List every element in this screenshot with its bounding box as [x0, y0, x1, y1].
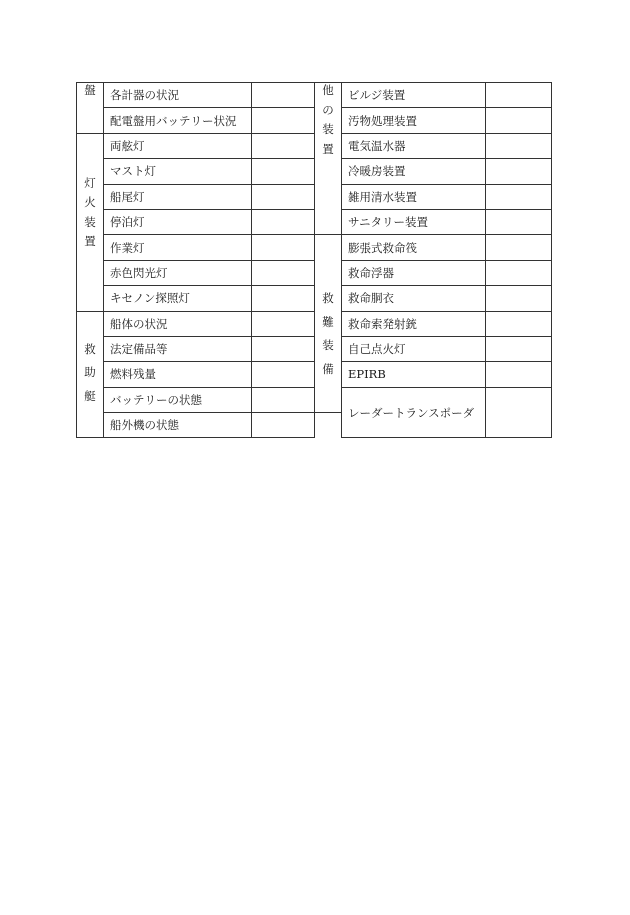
item-label: 汚物処理装置: [342, 108, 486, 133]
check-cell[interactable]: [486, 336, 552, 361]
category-char: 救: [322, 291, 334, 306]
check-cell[interactable]: [252, 209, 315, 234]
item-label: ビルジ装置: [342, 83, 486, 108]
check-cell[interactable]: [252, 108, 315, 133]
item-label: 船尾灯: [104, 184, 252, 209]
check-cell[interactable]: [252, 159, 315, 184]
check-cell[interactable]: [486, 209, 552, 234]
category-rescue-equipment: [315, 235, 342, 413]
table-row: [77, 83, 552, 108]
table-row: [77, 159, 552, 184]
table-row: [77, 362, 552, 387]
checklist-table: [76, 82, 552, 438]
item-label: 燃料残量: [104, 362, 252, 387]
item-label: EPIRB: [342, 362, 486, 387]
check-cell[interactable]: [252, 336, 315, 361]
table-row: [77, 311, 552, 336]
category-char: 助: [84, 365, 96, 380]
item-label: 救命胴衣: [342, 286, 486, 311]
table-row: [77, 260, 552, 285]
check-cell[interactable]: [252, 413, 315, 438]
check-cell[interactable]: [486, 235, 552, 260]
table-row: [77, 108, 552, 133]
category-char: 装: [322, 122, 334, 136]
item-label: 救命索発射銃: [342, 311, 486, 336]
item-label: 救命浮器: [342, 260, 486, 285]
check-cell[interactable]: [486, 311, 552, 336]
item-label: バッテリーの状態: [104, 387, 252, 412]
category-char: 難: [322, 314, 334, 329]
table-row: [77, 235, 552, 260]
table-row: [77, 286, 552, 311]
check-cell[interactable]: [252, 133, 315, 158]
check-cell[interactable]: [252, 387, 315, 412]
category-char: 盤: [84, 83, 96, 97]
check-cell[interactable]: [486, 108, 552, 133]
item-label: 法定備品等: [104, 336, 252, 361]
item-label: 電気温水器: [342, 133, 486, 158]
check-cell[interactable]: [252, 362, 315, 387]
table-row: [77, 209, 552, 234]
item-label: 船外機の状態: [104, 413, 252, 438]
item-label: 雑用清水装置: [342, 184, 486, 209]
category-char: 備: [322, 361, 334, 376]
category-char: 火: [84, 195, 96, 210]
category-char: 艇: [84, 388, 96, 403]
check-cell[interactable]: [252, 286, 315, 311]
item-label: 膨張式救命筏: [342, 235, 486, 260]
item-label: 配電盤用バッテリー状況: [104, 108, 252, 133]
category-char: 装: [84, 214, 96, 229]
category-char: 灯: [84, 175, 96, 190]
check-cell[interactable]: [486, 159, 552, 184]
check-cell[interactable]: [486, 362, 552, 387]
category-panel: [77, 83, 104, 134]
item-label: 各計器の状況: [104, 83, 252, 108]
item-label: 作業灯: [104, 235, 252, 260]
item-label: 停泊灯: [104, 209, 252, 234]
check-cell[interactable]: [252, 235, 315, 260]
check-cell[interactable]: [252, 83, 315, 108]
check-cell[interactable]: [252, 311, 315, 336]
table-row: [77, 336, 552, 361]
category-char: 他: [322, 83, 334, 97]
category-char: 装: [322, 338, 334, 353]
category-char: 救: [84, 341, 96, 356]
check-cell[interactable]: [252, 184, 315, 209]
item-label: マスト灯: [104, 159, 252, 184]
check-cell[interactable]: [486, 260, 552, 285]
category-lighting: [77, 133, 104, 311]
item-label: サニタリー装置: [342, 209, 486, 234]
check-cell[interactable]: [486, 184, 552, 209]
category-char: の: [322, 102, 334, 117]
item-label: 両舷灯: [104, 133, 252, 158]
category-char: 置: [84, 234, 96, 249]
item-label: キセノン探照灯: [104, 286, 252, 311]
item-label: レーダートランスポーダ: [342, 387, 486, 438]
table-row: [77, 184, 552, 209]
item-label: 赤色閃光灯: [104, 260, 252, 285]
inspection-checklist-sheet: [76, 82, 552, 438]
item-label: 自己点火灯: [342, 336, 486, 361]
check-cell[interactable]: [486, 286, 552, 311]
category-other-equipment: [315, 83, 342, 235]
item-label: 冷暖房装置: [342, 159, 486, 184]
category-char: 置: [322, 141, 334, 156]
category-rescue-boat: [77, 311, 104, 438]
check-cell[interactable]: [486, 83, 552, 108]
check-cell[interactable]: [486, 387, 552, 438]
table-row: [77, 133, 552, 158]
check-cell[interactable]: [252, 260, 315, 285]
table-row: [77, 387, 552, 412]
check-cell[interactable]: [486, 133, 552, 158]
item-label: 船体の状況: [104, 311, 252, 336]
